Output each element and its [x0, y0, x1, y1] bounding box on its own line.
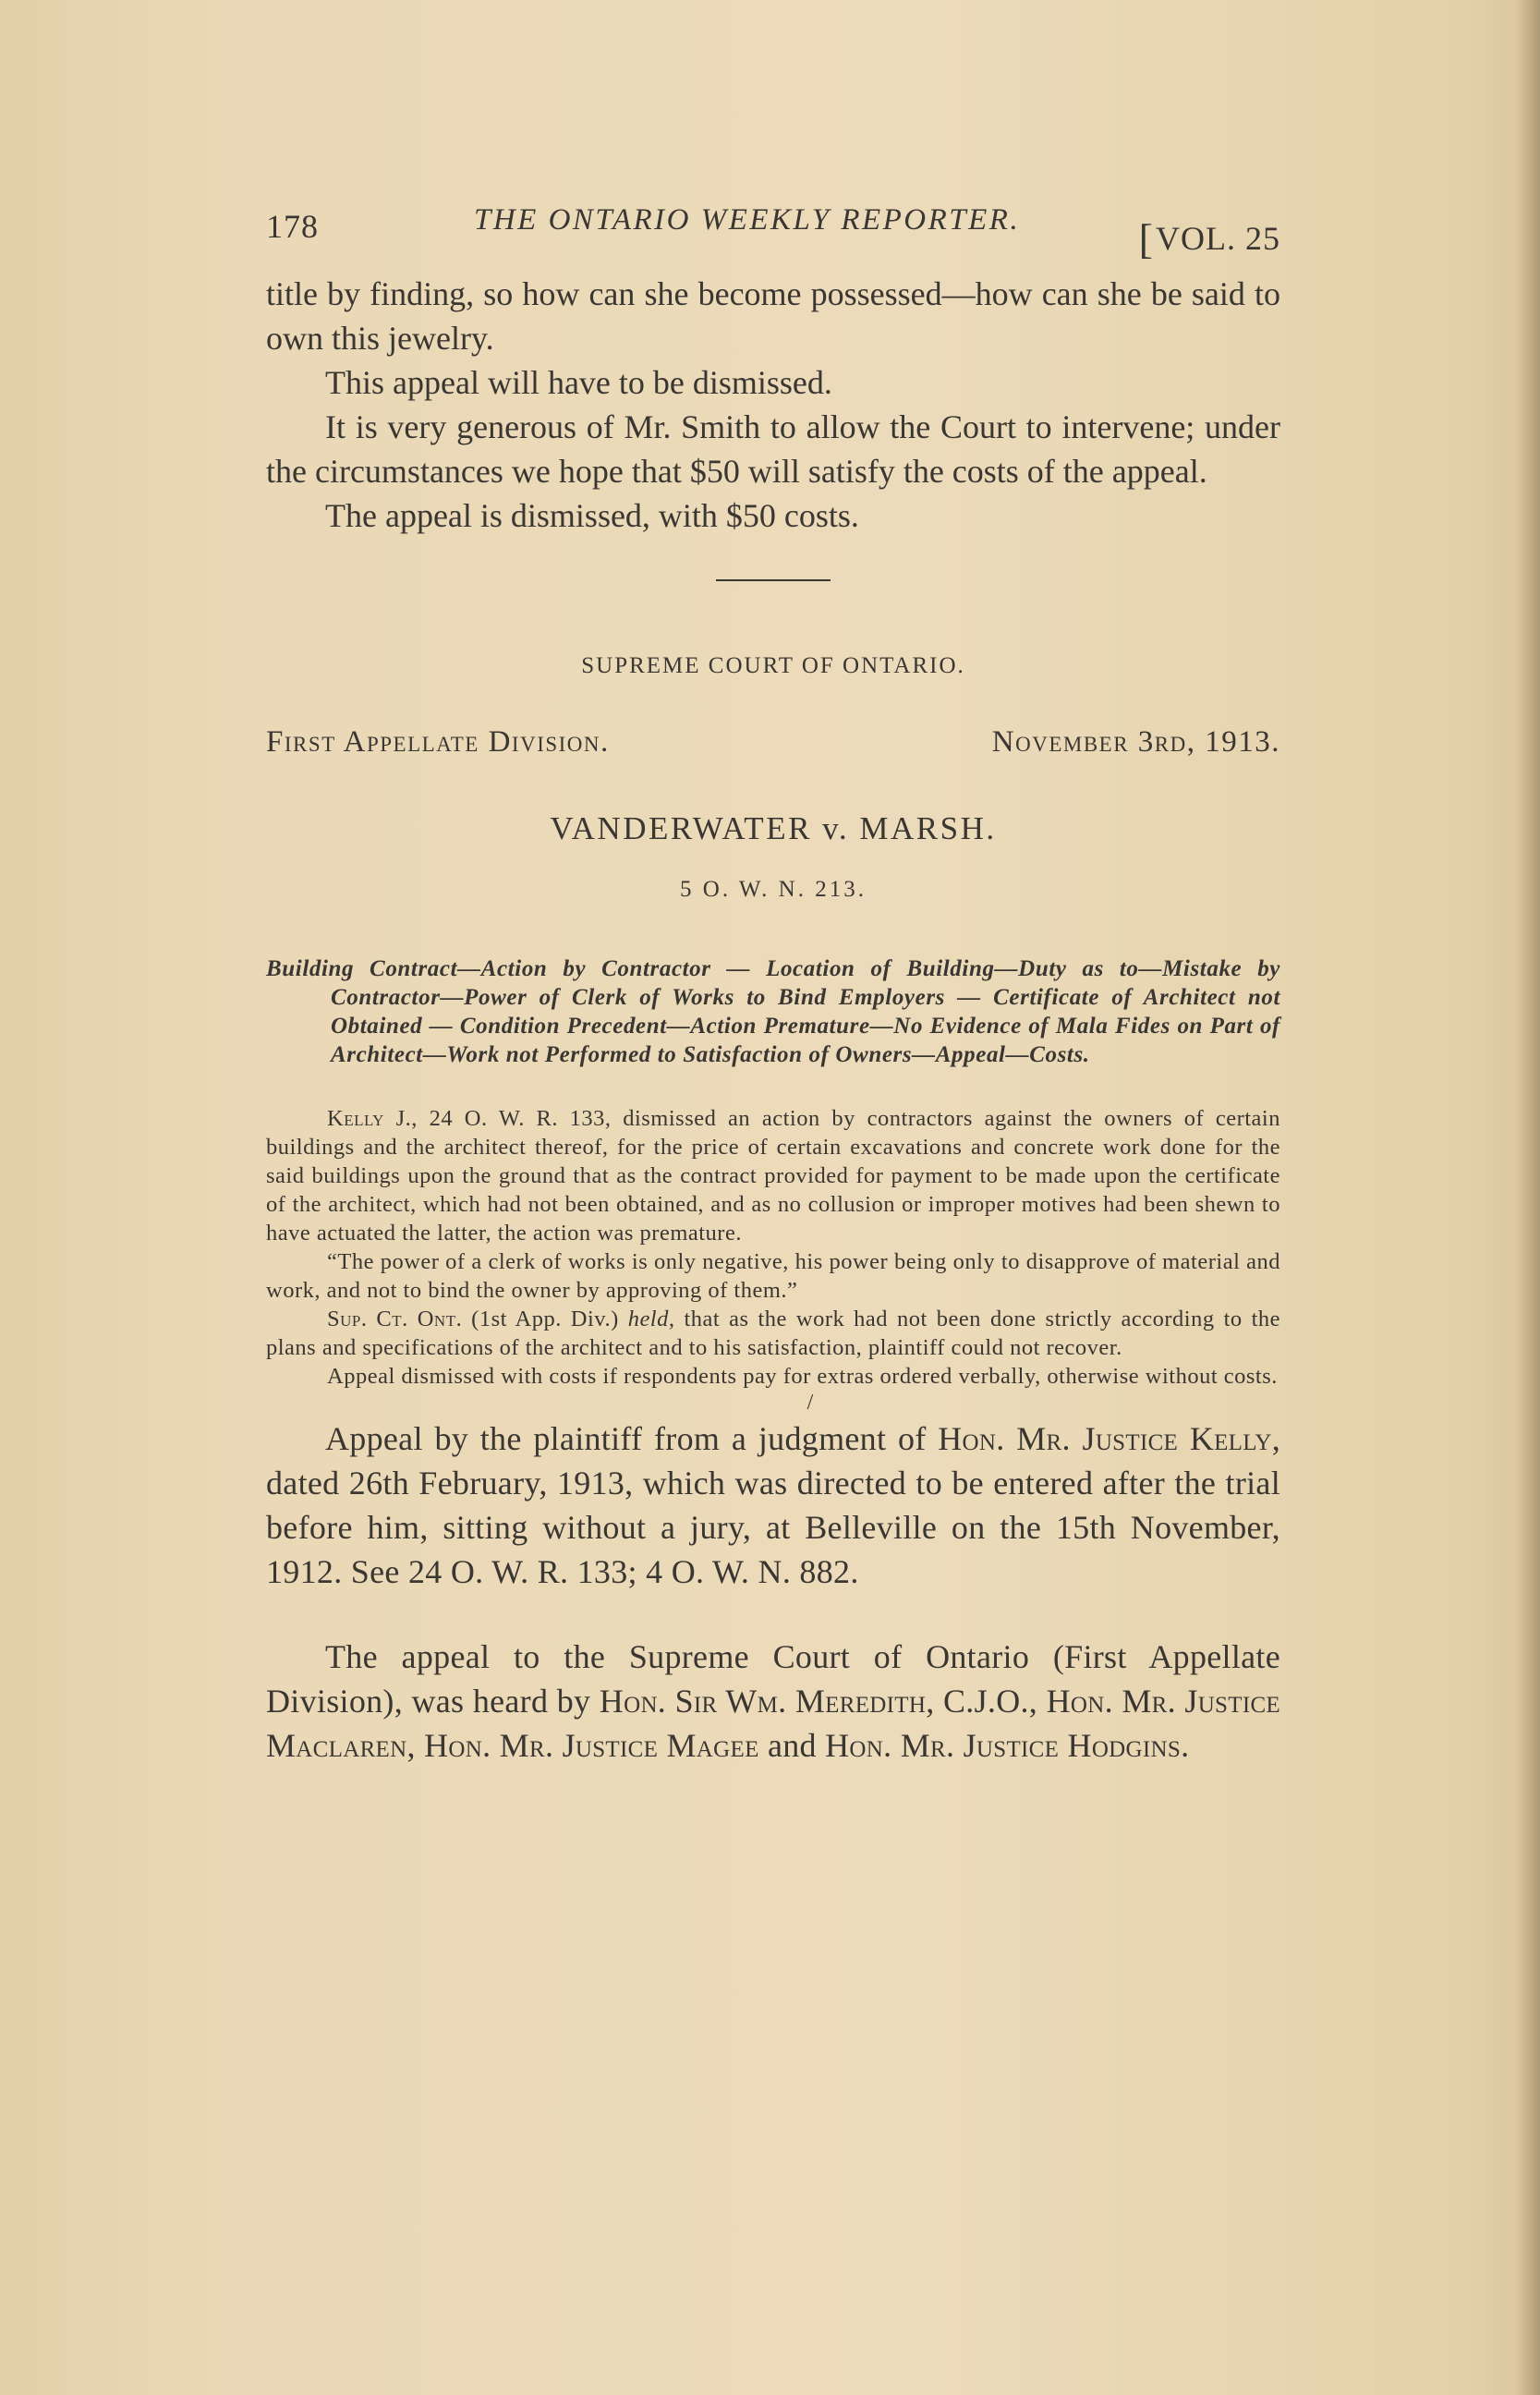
- volume-number: VOL. 25: [1156, 220, 1280, 257]
- judgment-body: [266, 1416, 1280, 1768]
- decision-date: November 3rd, 1913.: [991, 725, 1280, 759]
- running-title: THE ONTARIO WEEKLY REPORTER.: [474, 203, 1021, 237]
- judge-name: Hon. Mr. Justice Hodgins: [825, 1727, 1182, 1764]
- margin-mark: /: [806, 1391, 814, 1415]
- case-summary: [266, 1104, 1280, 1391]
- previous-case-paragraph: title by finding, so how can she become possessed—how can she be said to own this jewelry.: [266, 275, 1280, 357]
- judge-name: Hon. Mr. Justice Magee: [424, 1727, 759, 1764]
- bench-paragraph: The appeal to the Supreme Court of Ontario (First Appellate Division), was heard by Hon. Sir Wm. Meredith, C.J.O., Hon. Mr. Justice Maclaren, Hon. Mr. Justice Magee and Hon. Mr. Justice Hodgins.: [266, 1638, 1280, 1764]
- case-citation: 5 O. W. N. 213.: [680, 877, 867, 902]
- page-content: [266, 194, 1280, 1768]
- summary-paragraph: Appeal dismissed with costs if respondents pay for extras ordered verbally, otherwise without costs.: [327, 1364, 1278, 1389]
- division-date-line: [266, 725, 1280, 772]
- judge-name: Hon. Mr. Justice Maclaren: [266, 1683, 1280, 1764]
- judge-name: Hon. Mr. Justice Kelly: [938, 1420, 1272, 1457]
- bracket-glyph: [: [1138, 215, 1154, 262]
- division-name: First Appellate Division.: [266, 725, 610, 759]
- previous-case-paragraph: This appeal will have to be dismissed.: [325, 364, 832, 401]
- case-title: VANDERWATER v. MARSH.: [550, 810, 997, 846]
- judge-name: Kelly: [327, 1106, 384, 1131]
- section-divider: [716, 579, 831, 581]
- headnote: Building Contract—Action by Contractor — Location of Building—Duty as to—Mistake by Contractor—Power of Clerk of Works to Bind Employers — Certificate of Architect not Obtained — Condition Precedent—Action Premature—No Evidence of Mala Fides on Part of Architect—Work not Performed to Satisfaction of Owners—Appeal—Costs.: [266, 956, 1280, 1067]
- running-header: [266, 194, 1280, 262]
- summary-paragraph: Sup. Ct. Ont. (1st App. Div.) held, that as the work had not been done strictly according to the plans and specifications of the architect and to his satisfaction, plaintiff could not recover.: [266, 1307, 1281, 1360]
- appeal-paragraph: Appeal by the plaintiff from a judgment of Hon. Mr. Justice Kelly, dated 26th February, 1913, which was directed to be entered after the trial before him, sitting without a jury, at Belleville on the 15th November, 1912. See 24 O. W. R. 133; 4 O. W. N. 882.: [266, 1420, 1280, 1590]
- judge-name: Hon. Sir Wm. Meredith: [599, 1683, 927, 1720]
- court-abbrev: Sup. Ct. Ont.: [327, 1307, 463, 1331]
- summary-paragraph: Kelly J., 24 O. W. R. 133, dismissed an action by contractors against the owners of certain buildings and the architect thereof, for the price of certain excavations and concrete work done for the said buildings upon the ground that as the contract provided for payment to be made upon the certificate of the architect, which had not been obtained, and as no collusion or improper motives had been shewn to have actuated the latter, the action was premature.: [266, 1106, 1280, 1246]
- summary-paragraph: “The power of a clerk of works is only negative, his power being only to disapprove of material and work, and not to bind the owner by approving of them.”: [266, 1249, 1280, 1303]
- previous-case-paragraph: The appeal is dismissed, with $50 costs.: [325, 497, 859, 534]
- court-name: SUPREME COURT OF ONTARIO.: [581, 653, 965, 678]
- page-number: 178: [266, 208, 319, 245]
- previous-case-paragraph: It is very generous of Mr. Smith to allow the Court to intervene; under the circumstances we hope that $50 will satisfy the costs of the appeal.: [266, 408, 1280, 490]
- volume-label: [1139, 211, 1280, 260]
